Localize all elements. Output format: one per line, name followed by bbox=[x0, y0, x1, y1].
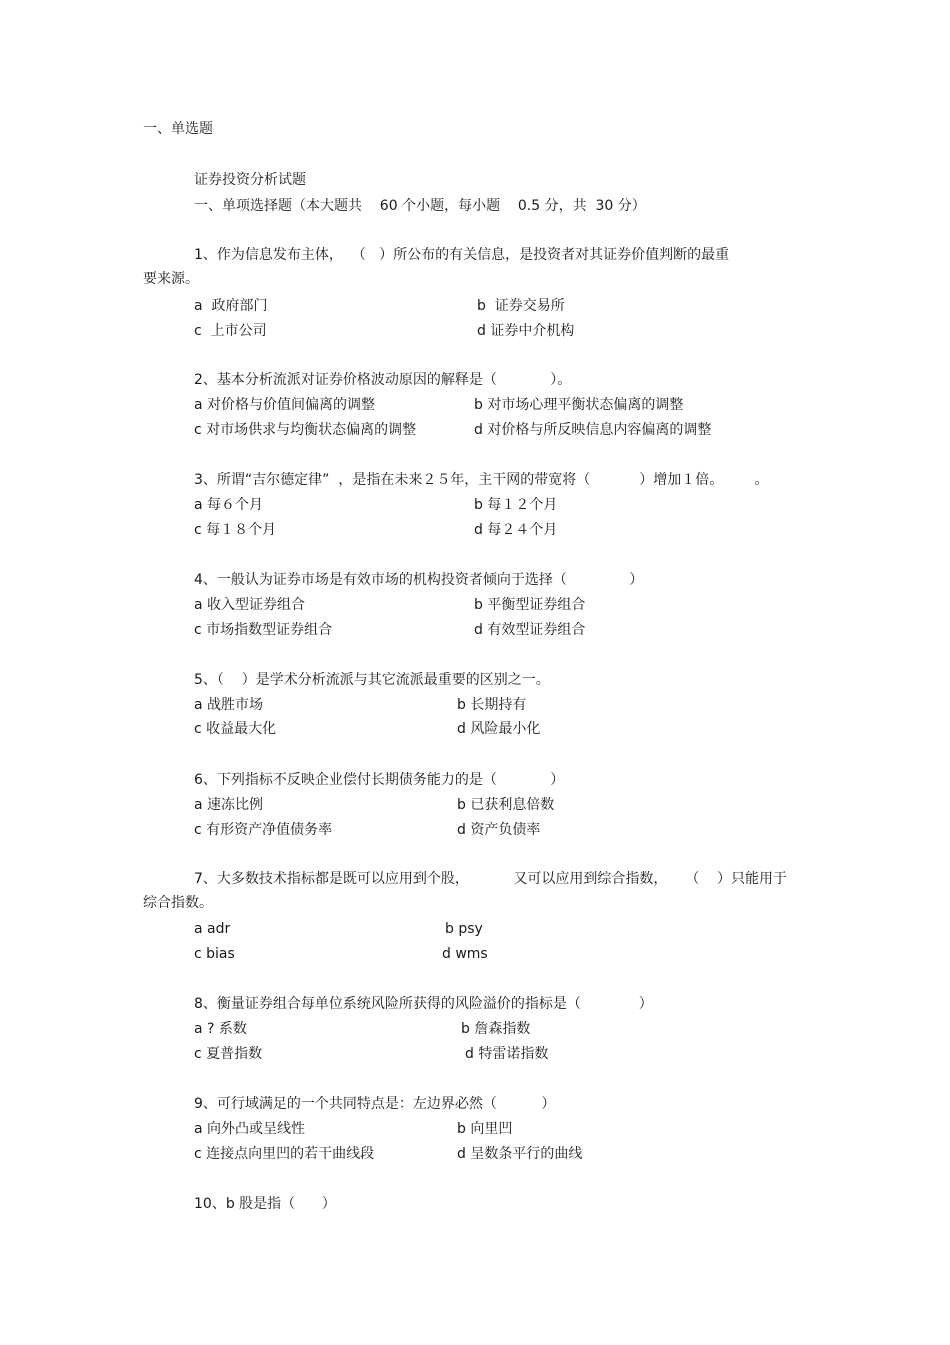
option-b: b 长期持有 bbox=[457, 697, 527, 713]
question-stem-continued: 要来源。 bbox=[143, 271, 199, 287]
option-d: d 呈数条平行的曲线 bbox=[457, 1146, 583, 1162]
option-c: c 连接点向里凹的若干曲线段 bbox=[194, 1146, 375, 1162]
question-stem: 2、基本分析流派对证券价格波动原因的解释是（ ）。 bbox=[194, 372, 572, 388]
option-c: c 收益最大化 bbox=[194, 721, 277, 737]
question-stem: 5、（ ）是学术分析流派与其它流派最重要的区别之一。 bbox=[194, 672, 550, 688]
option-b: b 证券交易所 bbox=[477, 298, 565, 314]
question-stem: 10、b 股是指（ ） bbox=[194, 1196, 336, 1212]
option-b: b 平衡型证券组合 bbox=[474, 597, 586, 613]
part-heading: 一、单项选择题（本大题共 60 个小题，每小题 0.5 分，共 30 分） bbox=[194, 198, 646, 214]
option-a: a 每６个月 bbox=[194, 497, 264, 513]
option-a: a 向外凸或呈线性 bbox=[194, 1121, 306, 1137]
option-d: d 证券中介机构 bbox=[477, 323, 575, 339]
question-stem: 8、衡量证券组合每单位系统风险所获得的风险溢价的指标是（ ） bbox=[194, 996, 653, 1012]
option-c: c 对市场供求与均衡状态偏离的调整 bbox=[194, 422, 417, 438]
option-b: b 已获利息倍数 bbox=[457, 797, 555, 813]
option-a: a adr bbox=[194, 921, 231, 937]
option-d: d 每２４个月 bbox=[474, 522, 558, 538]
question-stem: 9、可行域满足的一个共同特点是：左边界必然（ ） bbox=[194, 1096, 556, 1112]
section-heading: 一、单选题 bbox=[143, 121, 213, 137]
option-c: c bias bbox=[194, 946, 235, 962]
option-b: b psy bbox=[445, 921, 483, 937]
option-d: d wms bbox=[442, 946, 488, 962]
option-c: c 有形资产净值债务率 bbox=[194, 822, 333, 838]
option-c: c 上市公司 bbox=[194, 323, 267, 339]
option-b: b 詹森指数 bbox=[461, 1021, 531, 1037]
option-b: b 每１２个月 bbox=[474, 497, 558, 513]
question-stem: 6、下列指标不反映企业偿付长期债务能力的是（ ） bbox=[194, 772, 565, 788]
option-c: c 每１８个月 bbox=[194, 522, 277, 538]
option-d: d 风险最小化 bbox=[457, 721, 541, 737]
question-stem: 1、作为信息发布主体， （ ）所公布的有关信息，是投资者对其证券价值判断的最重 bbox=[194, 247, 730, 263]
option-b: b 对市场心理平衡状态偏离的调整 bbox=[474, 397, 684, 413]
option-d: d 特雷诺指数 bbox=[465, 1046, 549, 1062]
question-stem: 7、大多数技术指标都是既可以应用到个股， 又可以应用到综合指数， （ ）只能用于 bbox=[194, 871, 788, 887]
question-stem: 3、所谓“吉尔德定律” ，是指在未来２５年，主干网的带宽将（ ）增加１倍。 。 bbox=[194, 472, 769, 488]
option-a: a 对价格与价值间偏离的调整 bbox=[194, 397, 376, 413]
option-d: d 有效型证券组合 bbox=[474, 622, 586, 638]
option-b: b 向里凹 bbox=[457, 1121, 513, 1137]
option-c: c 市场指数型证券组合 bbox=[194, 622, 333, 638]
option-a: a 速冻比例 bbox=[194, 797, 264, 813]
option-d: d 资产负债率 bbox=[457, 822, 541, 838]
option-a: a 收入型证券组合 bbox=[194, 597, 306, 613]
question-stem-continued: 综合指数。 bbox=[143, 895, 213, 911]
option-a: a 战胜市场 bbox=[194, 697, 264, 713]
option-d: d 对价格与所反映信息内容偏离的调整 bbox=[474, 422, 712, 438]
option-c: c 夏普指数 bbox=[194, 1046, 263, 1062]
option-a: a 政府部门 bbox=[194, 298, 268, 314]
option-a: a ? 系数 bbox=[194, 1021, 247, 1037]
doc-title: 证券投资分析试题 bbox=[194, 172, 306, 188]
question-stem: 4、一般认为证券市场是有效市场的机构投资者倾向于选择（ ） bbox=[194, 572, 644, 588]
